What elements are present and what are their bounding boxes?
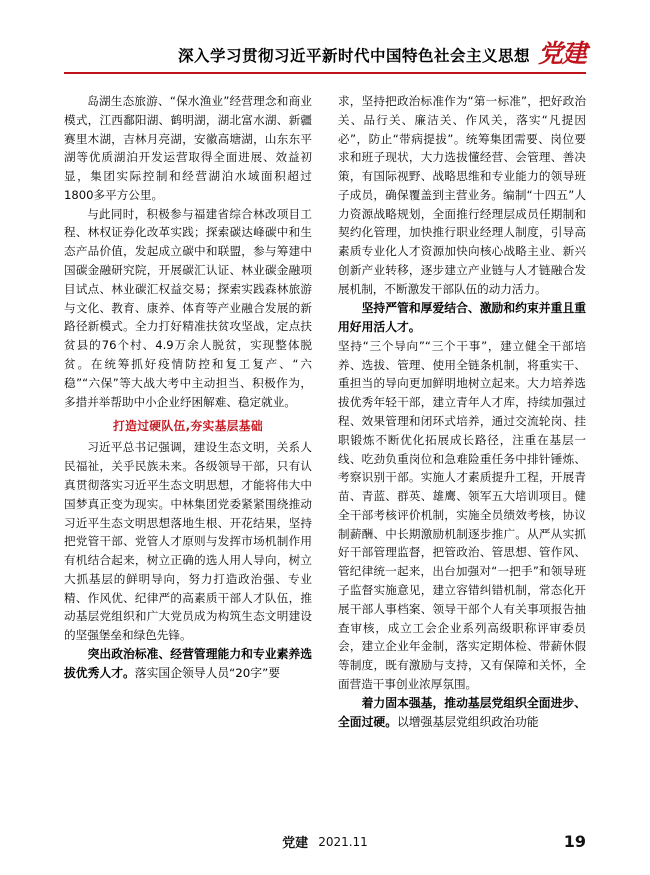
paragraph: 求，坚持把政治标准作为“第一标准”，把好政治关、品行关、廉洁关、作风关，落实“凡提因必”，防止“带病提拔”。统筹集团需要、岗位要求和班子现状，大力选拔懂经营、会管理、善决策，有国际视野、战略思维和专业能力的领导班子成员，确保覆盖到主营业务。编制“十四五”人力资源战略规划，全面推行经理层成员任期制和契约化管理，加快推行职业经理人制度，引导高素质专业化人才资源加快向核心战略主业、新兴创新产业转移，逐步建立产业链与人才链融合发展机制，不断激发干部队伍的动力活力。 [338, 94, 586, 296]
header-inner [178, 41, 586, 66]
subheading-text: 着力固本强基，推动基层党组织全面进步、全面过硬。 [338, 695, 586, 729]
paragraph-tail: 落实国企领导人员“20字”要 [134, 666, 281, 681]
header-title: 深入学习贯彻习近平新时代中国特色社会主义思想 [177, 46, 530, 65]
paragraph: 坚持“三个导向”“三个干事”，建立健全干部培养、选拔、管理、使用全链条机制，将重实干、重担当的导向更加鲜明地树立起来。大力培养选拔优秀年轻干部，建立青年人才库，持续加强过程、效果管理和闭环式培养，通过交流轮岗、挂职锻炼不断优化拓展成长路径，注重在基层一线、吃劲负重岗位和急难险重任务中排针锤炼、考察识别干部。实施人才素质提升工程，开展青苗、青蓝、群英、雄鹰、领军五大培训项目。健全干部考核评价机制，实施全员绩效考核，协议制薪酬、中长期激励机制逐步推广。从严从实抓好干部管理监督，把管政治、管思想、管作风、管纪律统一起来，出台加强对“一把手”和领导班子监督实施意见，建立容错纠错机制，常态化开展干部人事档案、领导干部个人有关事项报告抽查审核，成立工会企业系列高级职称评审委员会，建立企业年金制，落实定期体检、带薪休假等制度，既有激励与支持，又有保障和关怀，全面营造干事创业浓厚氛围。 [338, 338, 586, 691]
right-column [338, 92, 586, 792]
paragraph: 习近平总书记强调，建设生态文明，关系人民福祉，关乎民族未来。各级领导干部，只有认真贯彻落实习近平生态文明思想，才能将伟大中国梦真正变为现实。中林集团党委紧紧围绕推动习近平生态文明思想落地生根、开花结果，坚持把党管干部、党管人才原则与发挥市场机制作用有机结合起来，树立正确的选人用人导向，树立大抓基层的鲜明导向，努力打造政治强、专业精、作风优、纪律严的高素质干部人才队伍，推动基层党组织和广大党员成为构筑生态文明建设的坚强堡垒和绿色先锋。 [64, 440, 312, 643]
header-divider [64, 72, 586, 74]
page-number: 19 [563, 832, 586, 851]
left-column [64, 92, 312, 792]
section-subheading-red: 打造过硬队伍,夯实基层基础 [113, 419, 263, 434]
page-header [64, 0, 586, 74]
paragraph: 与此同时，积极参与福建省综合林改项目工程、林权证券化改革实践；探索碳达峰碳中和生态产品价值，发起成立碳中和联盟，参与筹建中国碳金融研究院，开展碳汇认证、林业碳金融项目试点、林业碳汇权益交易；探索实践森林旅游与文化、教育、康养、体育等产业融合发展的新路径新模式。全力打好精准扶贫攻坚战，定点扶贫县的76个村、4.9万余人脱贫，实现整体脱贫。在统筹抓好疫情防控和复工复产、“六稳”“六保”等大战大考中主动担当、积极作为，多措并举帮助中小企业纾困解难、稳定就业。 [64, 206, 312, 409]
paragraph-tail: 以增强基层党组织政治功能 [397, 714, 539, 729]
subheading-text: 突出政治标准、经营管理能力和专业素养选拔优秀人才。 [64, 646, 312, 681]
footer-date: 2021.11 [318, 834, 368, 849]
article-columns [64, 92, 586, 792]
brand-logo: 党建 [537, 39, 586, 68]
footer-brand: 党建 [282, 836, 309, 851]
section-subheading: 坚持严管和厚爱结合、激励和约束并重且重用好用活人才。 [338, 300, 586, 334]
page-footer [64, 832, 586, 851]
section-subheading [64, 645, 312, 683]
section-subheading [338, 694, 586, 732]
paragraph: 岛湖生态旅游、“保水渔业”经营理念和商业模式，江西鄱阳湖、鹤明湖，湖北富水湖、新疆赛里木湖，吉林月亮湖，安徽高塘湖，山东东平湖等优质湖泊开发运营取得全面进展、效益初显，集团实际控制和经营湖泊水域面积超过1800多平方公里。 [64, 94, 312, 202]
